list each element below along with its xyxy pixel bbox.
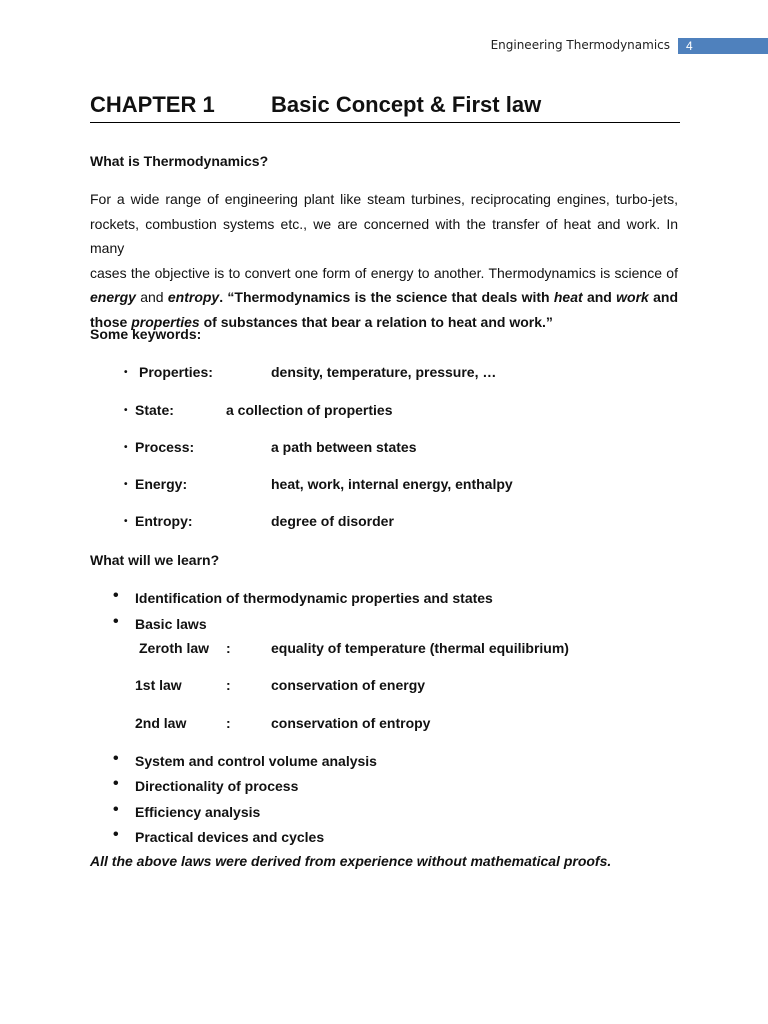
keyword-definition: a path between states (271, 439, 417, 455)
chapter-number: CHAPTER 1 (90, 92, 215, 117)
term-entropy: entropy (167, 289, 220, 305)
intro-line-1: For a wide range of engineering plant like steam turbines, reciprocating engines, turbo-jets, (90, 191, 678, 207)
bullet-icon: • (113, 613, 119, 630)
quote-end: of substances that bear a relation to heat and work.” (203, 313, 553, 330)
bullet-icon: • (124, 516, 128, 527)
header-title: Engineering Thermodynamics (490, 38, 670, 52)
law-name: 1st law (135, 677, 182, 693)
word-and-3: and (653, 289, 679, 305)
word-those: those (90, 313, 128, 330)
keyword-term: Properties: (139, 364, 213, 380)
intro-line-4 (90, 285, 678, 310)
keyword-definition: heat, work, internal energy, enthalpy (271, 476, 513, 492)
bullet-icon: • (113, 750, 119, 767)
learn-item: Basic laws (135, 616, 207, 632)
law-colon: : (226, 677, 231, 693)
chapter-title: Basic Concept & First law (271, 92, 542, 117)
learn-item: Identification of thermodynamic properties and states (135, 590, 493, 606)
word-and-2: and (586, 289, 612, 305)
quote-start: . “Thermodynamics is the science that deals with (219, 289, 550, 305)
chapter-heading (90, 92, 680, 123)
bullet-icon: • (113, 826, 119, 843)
bullet-icon: • (124, 405, 128, 416)
term-energy: energy (90, 289, 136, 305)
intro-paragraph (90, 187, 678, 334)
law-name: Zeroth law (139, 640, 210, 656)
keyword-term: Process: (135, 439, 195, 455)
law-description: equality of temperature (thermal equilibrium) (271, 640, 569, 656)
term-properties: properties (131, 313, 200, 330)
keyword-definition: density, temperature, pressure, … (271, 364, 497, 380)
word-and: and (140, 289, 164, 305)
bullet-icon: • (124, 479, 128, 490)
term-heat: heat (553, 289, 583, 305)
intro-line-3: cases the objective is to convert one form of energy to another. Thermodynamics is science of (90, 264, 678, 281)
law-colon: : (226, 715, 231, 731)
keyword-term: Energy: (135, 476, 188, 492)
bullet-icon: • (124, 367, 128, 378)
learn-item: System and control volume analysis (135, 753, 377, 769)
law-name: 2nd law (135, 715, 187, 731)
keywords-heading: Some keywords: (90, 326, 202, 342)
learn-item: Efficiency analysis (135, 804, 261, 820)
law-colon: : (226, 640, 231, 656)
term-work: work (616, 289, 649, 305)
intro-line-2: rockets, combustion systems etc., we are concerned with the transfer of heat and work. In many (90, 215, 678, 256)
keyword-definition: degree of disorder (271, 513, 394, 529)
closing-note: All the above laws were derived from experience without mathematical proofs. (90, 853, 612, 869)
section-heading-what-is: What is Thermodynamics? (90, 153, 269, 169)
keyword-definition: a collection of properties (226, 402, 393, 418)
law-description: conservation of energy (271, 677, 426, 693)
learn-heading: What will we learn? (90, 552, 220, 568)
keyword-term: State: (135, 402, 174, 418)
bullet-icon: • (113, 587, 119, 604)
bullet-icon: • (113, 775, 119, 792)
keyword-term: Entropy: (135, 513, 193, 529)
law-description: conservation of entropy (271, 715, 431, 731)
learn-item: Practical devices and cycles (135, 829, 325, 845)
bullet-icon: • (124, 442, 128, 453)
page-number-badge: 4 (678, 38, 768, 54)
learn-item: Directionality of process (135, 778, 299, 794)
bullet-icon: • (113, 801, 119, 818)
